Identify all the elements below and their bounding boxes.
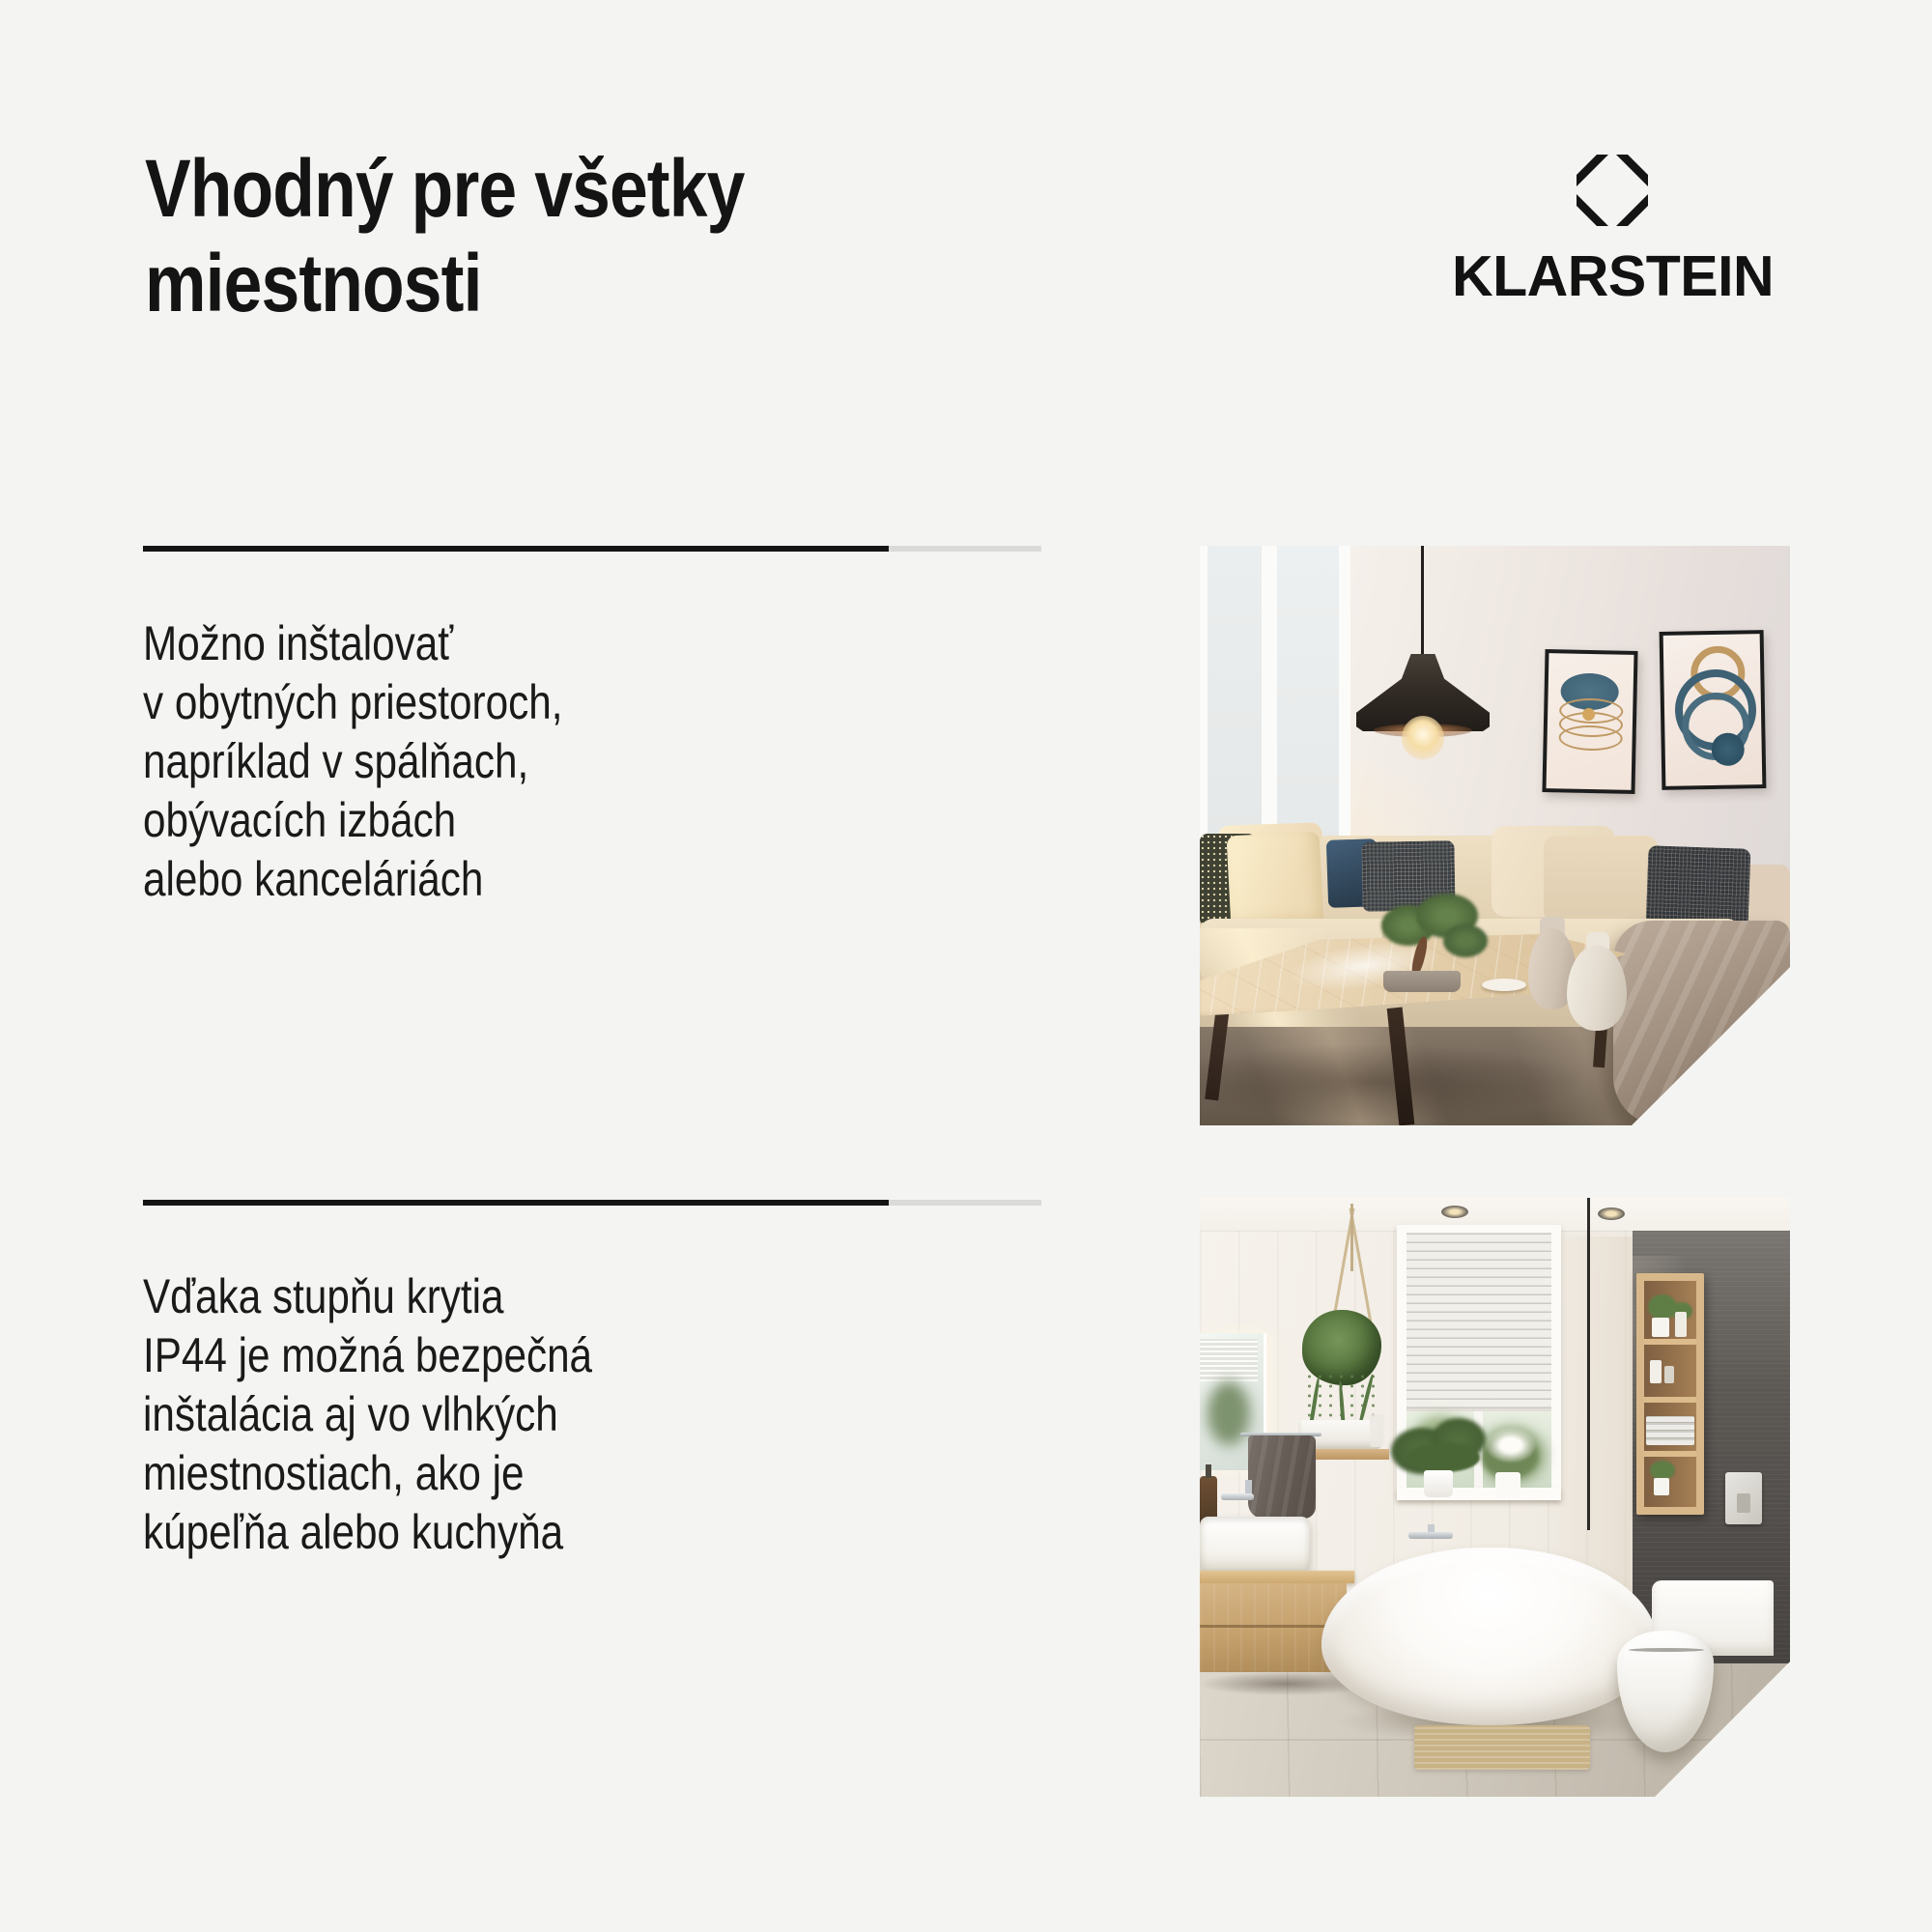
pendant-cord bbox=[1421, 546, 1424, 658]
niche-shelf bbox=[1644, 1339, 1696, 1345]
niche-plant bbox=[1650, 1461, 1675, 1480]
sofa-cushion bbox=[1544, 836, 1658, 923]
window-pane bbox=[1208, 546, 1262, 845]
faucet-spout bbox=[1221, 1493, 1254, 1500]
bath-mat bbox=[1414, 1725, 1590, 1770]
toilet-seat-line bbox=[1629, 1648, 1704, 1652]
niche-pot bbox=[1654, 1478, 1669, 1495]
ceiling-spotlight bbox=[1441, 1206, 1468, 1218]
divider-gray-segment bbox=[889, 546, 1041, 552]
mirror-reflection bbox=[1200, 1339, 1258, 1381]
divider-gray-segment bbox=[889, 1200, 1041, 1206]
vase bbox=[1567, 946, 1627, 1031]
page-title-line-2: miestnosti bbox=[145, 238, 482, 328]
window-sill bbox=[1397, 1488, 1561, 1500]
cream-pillow bbox=[1227, 832, 1324, 931]
divider-black-segment bbox=[143, 1200, 889, 1206]
niche-shelf bbox=[1644, 1397, 1696, 1403]
window-pane bbox=[1277, 546, 1339, 845]
art-teal-dot bbox=[1711, 732, 1745, 766]
paragraph-line: miestnostiach, ako je bbox=[143, 1446, 525, 1500]
paragraph-line: v obytných priestoroch, bbox=[143, 675, 563, 729]
ceiling-spotlight bbox=[1598, 1208, 1625, 1220]
paragraph-line: Vďaka stupňu krytia bbox=[143, 1269, 504, 1323]
macrame-rope bbox=[1350, 1204, 1353, 1271]
freestanding-bathtub bbox=[1321, 1548, 1658, 1725]
niche-bottle bbox=[1664, 1366, 1674, 1383]
divider-black-segment bbox=[143, 546, 889, 552]
living-room-photo bbox=[1200, 546, 1790, 1125]
paragraph-line: alebo kanceláriách bbox=[143, 852, 484, 906]
picture-frame-left bbox=[1542, 649, 1637, 794]
window-blind bbox=[1406, 1233, 1551, 1411]
section-2-paragraph bbox=[143, 1267, 592, 1562]
vanity-counter bbox=[1200, 1571, 1354, 1583]
klarstein-wordmark: KLARSTEIN bbox=[1452, 244, 1775, 308]
light-bulb bbox=[1402, 716, 1444, 760]
paragraph-line: Možno inštalovať bbox=[143, 616, 454, 670]
vessel-sink bbox=[1200, 1517, 1310, 1573]
decor-dish bbox=[1482, 979, 1526, 991]
section-1-divider bbox=[143, 546, 1041, 552]
plant-pot bbox=[1495, 1472, 1520, 1497]
bonsai-pot bbox=[1383, 971, 1461, 992]
niche-shelf bbox=[1644, 1451, 1696, 1457]
paragraph-line: napríklad v spálňach, bbox=[143, 734, 529, 788]
fern-plant bbox=[1406, 1443, 1480, 1472]
art-gold-ring bbox=[1558, 724, 1623, 751]
niche-pot bbox=[1652, 1318, 1669, 1337]
flush-button bbox=[1737, 1493, 1750, 1513]
bottle bbox=[1370, 1414, 1384, 1447]
towel-folds bbox=[1248, 1435, 1316, 1519]
bathroom-photo bbox=[1200, 1198, 1790, 1797]
page-title-line-1: Vhodný pre všetky bbox=[145, 143, 745, 234]
niche-bottle bbox=[1650, 1360, 1662, 1383]
shower-rod bbox=[1587, 1198, 1590, 1530]
dark-towel bbox=[1248, 1435, 1316, 1519]
page-title bbox=[145, 141, 744, 330]
white-flowers bbox=[1486, 1428, 1536, 1463]
section-2-divider bbox=[143, 1200, 1041, 1206]
klarstein-logo-icon bbox=[1574, 152, 1651, 229]
picture-frame-right bbox=[1660, 630, 1767, 790]
paragraph-line: obývacích izbách bbox=[143, 793, 457, 847]
bonsai-foliage bbox=[1443, 924, 1488, 957]
paragraph-line: IP44 je možná bezpečná bbox=[143, 1328, 593, 1382]
paragraph-line: kúpeľňa alebo kuchyňa bbox=[143, 1505, 564, 1559]
section-1-paragraph bbox=[143, 614, 562, 909]
soap-pump bbox=[1206, 1464, 1211, 1478]
niche-towels bbox=[1646, 1416, 1694, 1445]
plant-pot bbox=[1424, 1470, 1453, 1497]
throw-blanket bbox=[1613, 921, 1790, 1125]
niche-bottle bbox=[1675, 1312, 1687, 1337]
tub-filler-spout bbox=[1408, 1532, 1453, 1539]
octagon-diamond-icon bbox=[1574, 152, 1651, 229]
paragraph-line: inštalácia aj vo vlhkých bbox=[143, 1387, 558, 1441]
checkered-pillow bbox=[1646, 845, 1751, 930]
blanket-folds bbox=[1613, 921, 1790, 1125]
